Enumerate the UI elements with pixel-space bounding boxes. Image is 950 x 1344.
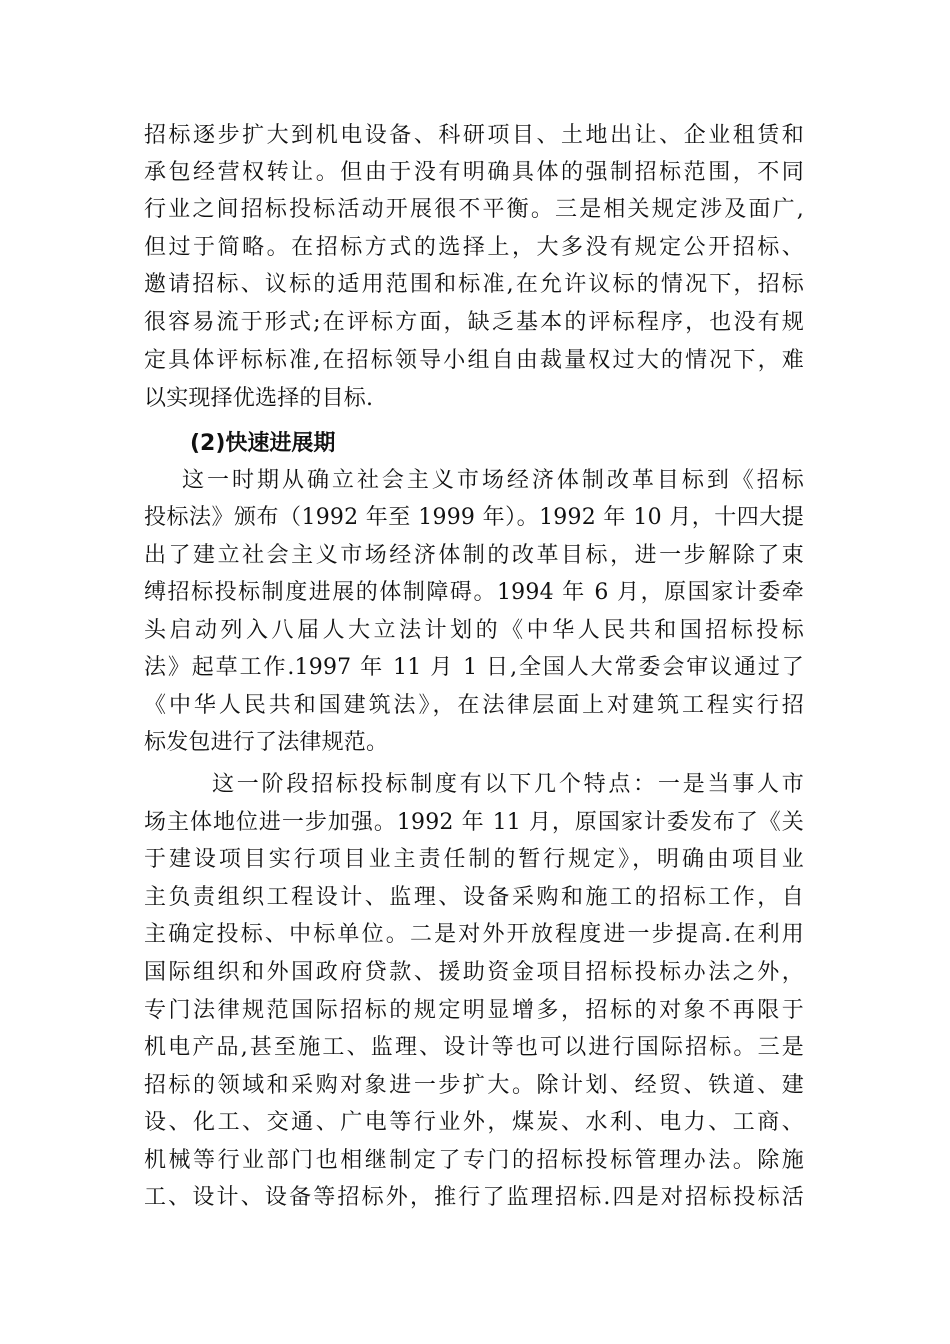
- text-line: 设、化工、交通、广电等行业外，煤炭、水利、电力、工商、: [144, 1110, 804, 1135]
- text-line: 专门法律规范国际招标的规定明显增多，招标的对象不再限于: [144, 998, 804, 1023]
- text-line: 这一阶段招标投标制度有以下几个特点：一是当事人市: [212, 772, 804, 797]
- section-heading: (2)快速进展期: [190, 431, 336, 456]
- text-line: 机械等行业部门也相继制定了专门的招标投标管理办法。除施: [144, 1148, 804, 1173]
- text-line: 法》起草工作.1997 年 11 月 1 日,全国人大常委会审议通过了: [144, 655, 804, 680]
- text-line: 但过于简略。在招标方式的选择上，大多没有规定公开招标、: [144, 235, 804, 260]
- text-line: 定具体评标标准,在招标领导小组自由裁量权过大的情况下，难: [144, 348, 804, 373]
- text-line: 工、设计、设备等招标外，推行了监理招标.四是对招标投标活: [144, 1185, 804, 1210]
- text-line: 招标逐步扩大到机电设备、科研项目、土地出让、企业租赁和: [144, 123, 804, 148]
- text-line: 投标法》颁布（1992 年至 1999 年）。1992 年 10 月，十四大提: [144, 505, 804, 530]
- text-line: 标发包进行了法律规范。: [144, 730, 389, 755]
- text-line: 于建设项目实行项目业主责任制的暂行规定》，明确由项目业: [144, 847, 804, 872]
- text-line: 以实现择优选择的目标.: [144, 386, 374, 411]
- text-line: 场主体地位进一步加强。1992 年 11 月，原国家计委发布了《关: [144, 810, 804, 835]
- text-line: 行业之间招标投标活动开展很不平衡。三是相关规定涉及面广,: [144, 197, 804, 222]
- text-line: 邀请招标、议标的适用范围和标准,在允许议标的情况下，招标: [144, 272, 804, 297]
- text-line: 头启动列入八届人大立法计划的《中华人民共和国招标投标: [144, 618, 804, 643]
- text-line: 国际组织和外国政府贷款、援助资金项目招标投标办法之外，: [144, 960, 804, 985]
- text-line: 招标的领域和采购对象进一步扩大。除计划、经贸、铁道、建: [144, 1073, 804, 1098]
- text-line: 很容易流于形式;在评标方面，缺乏基本的评标程序，也没有规: [144, 310, 804, 335]
- text-line: 《中华人民共和国建筑法》，在法律层面上对建筑工程实行招: [144, 693, 804, 718]
- text-line: 承包经营权转让。但由于没有明确具体的强制招标范围，不同: [144, 160, 804, 185]
- text-line: 缚招标投标制度进展的体制障碍。1994 年 6 月，原国家计委牵: [144, 580, 804, 605]
- text-line: 主确定投标、中标单位。二是对外开放程度进一步提高.在利用: [144, 922, 804, 947]
- text-line: 主负责组织工程设计、监理、设备采购和施工的招标工作，自: [144, 885, 804, 910]
- text-line: 出了建立社会主义市场经济体制的改革目标，进一步解除了束: [144, 543, 804, 568]
- text-line: 这一时期从确立社会主义市场经济体制改革目标到《招标: [182, 468, 804, 493]
- text-line: 机电产品,甚至施工、监理、设计等也可以进行国际招标。三是: [144, 1035, 804, 1060]
